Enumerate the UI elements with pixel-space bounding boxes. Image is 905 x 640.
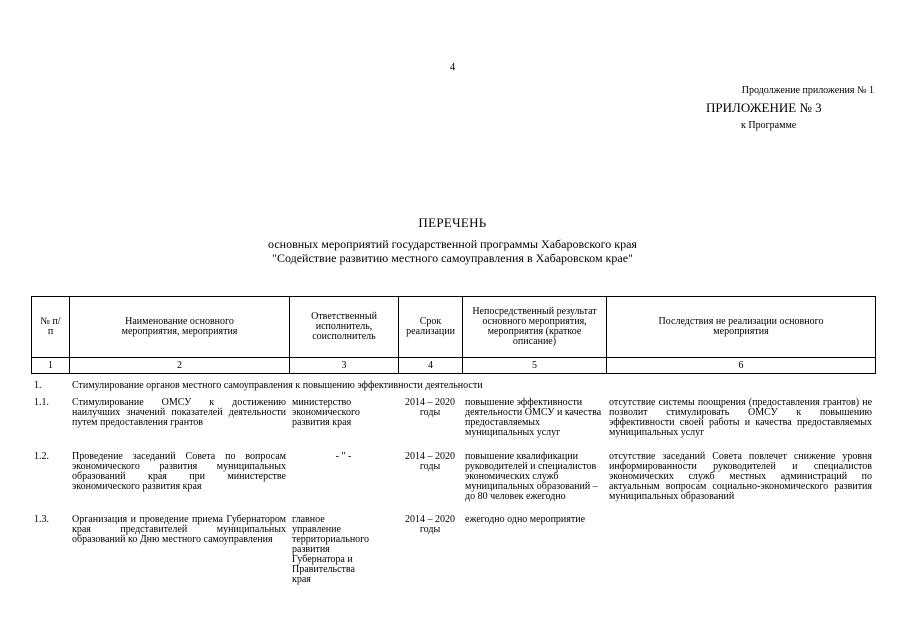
continuation-label: Продолжение приложения № 1 [741, 85, 874, 96]
row-consequences: отсутствие заседаний Совета повлечет снижение уровня информированности руководителей и специалистов экономических служб местных администраций по актуальным вопросам социально-экономического развития муниципальных образований [609, 451, 873, 502]
row-executor: министерство экономического развития края [292, 397, 360, 428]
row-consequences [606, 515, 875, 585]
col-number-1: 1 [32, 358, 70, 374]
col-number-5: 5 [463, 358, 607, 374]
row-period: 2014 – 2020 годы [405, 451, 455, 472]
row-result: повышение эффективности деятельности ОМСУ и качества предоставляемых муниципальных услуг [465, 397, 602, 438]
row-num: 1.3. [34, 514, 49, 525]
appendix-to: к Программе [741, 120, 797, 131]
document-subtitle [0, 237, 905, 265]
row-result: повышение квалификации руководителей и специалистов экономических служб муниципальных образований – до 80 человек ежегодно [465, 451, 598, 502]
header-result: Непосредственный результат основного мероприятия, мероприятия (краткое описание) [463, 297, 607, 358]
subtitle-line-2: "Содействие развитию местного самоуправления в Хабаровском крае" [272, 251, 633, 265]
table-header [31, 296, 876, 374]
row-name: Организация и проведение приема Губернатором края представителей муниципальных образований ко Дню местного самоуправления [72, 514, 286, 545]
page-number: 4 [449, 61, 456, 73]
header-name: Наименование основного мероприятия, мероприятия [70, 297, 290, 358]
table-row [31, 515, 875, 585]
subtitle-line-1: основных мероприятий государственной программы Хабаровского края [268, 237, 637, 251]
header-num: № п/п [32, 297, 70, 358]
row-executor: - " - [335, 451, 352, 462]
document-title: ПЕРЕЧЕНЬ [418, 215, 487, 230]
row-executor: главное управление территориального развития Губернатора и Правительства края [292, 514, 370, 585]
row-consequences: отсутствие системы поощрения (предоставления грантов) не позволит стимулировать ОМСУ к повышению эффективности своей работы и качества предоставляемых муниципальных услуг [609, 397, 873, 438]
table-body [31, 381, 875, 585]
col-number-6: 6 [607, 358, 876, 374]
section-num: 1. [34, 380, 42, 391]
row-period: 2014 – 2020 годы [405, 397, 455, 418]
header-consequences: Последствия не реализации основного мероприятия [607, 297, 876, 358]
row-num: 1.2. [34, 451, 49, 462]
row-period: 2014 – 2020 годы [405, 514, 455, 535]
table-row [31, 452, 875, 515]
row-num: 1.1. [34, 397, 49, 408]
col-number-3: 3 [290, 358, 399, 374]
appendix-title: ПРИЛОЖЕНИЕ № 3 [706, 100, 822, 115]
header-period: Срок реализации [399, 297, 463, 358]
table-row [31, 398, 875, 452]
row-name: Стимулирование ОМСУ к достижению наилучших значений показателей деятельности путем предоставления грантов [72, 397, 286, 428]
section-row [31, 381, 875, 398]
section-title: Стимулирование органов местного самоуправления к повышению эффективности деятельности [72, 380, 483, 391]
col-number-2: 2 [70, 358, 290, 374]
row-name: Проведение заседаний Совета по вопросам экономического развития муниципальных образований края при министерстве экономического развития края [72, 451, 286, 492]
header-executor: Ответственный исполнитель, соисполнитель [290, 297, 399, 358]
col-number-4: 4 [399, 358, 463, 374]
row-result: ежегодно одно мероприятие [465, 514, 586, 525]
